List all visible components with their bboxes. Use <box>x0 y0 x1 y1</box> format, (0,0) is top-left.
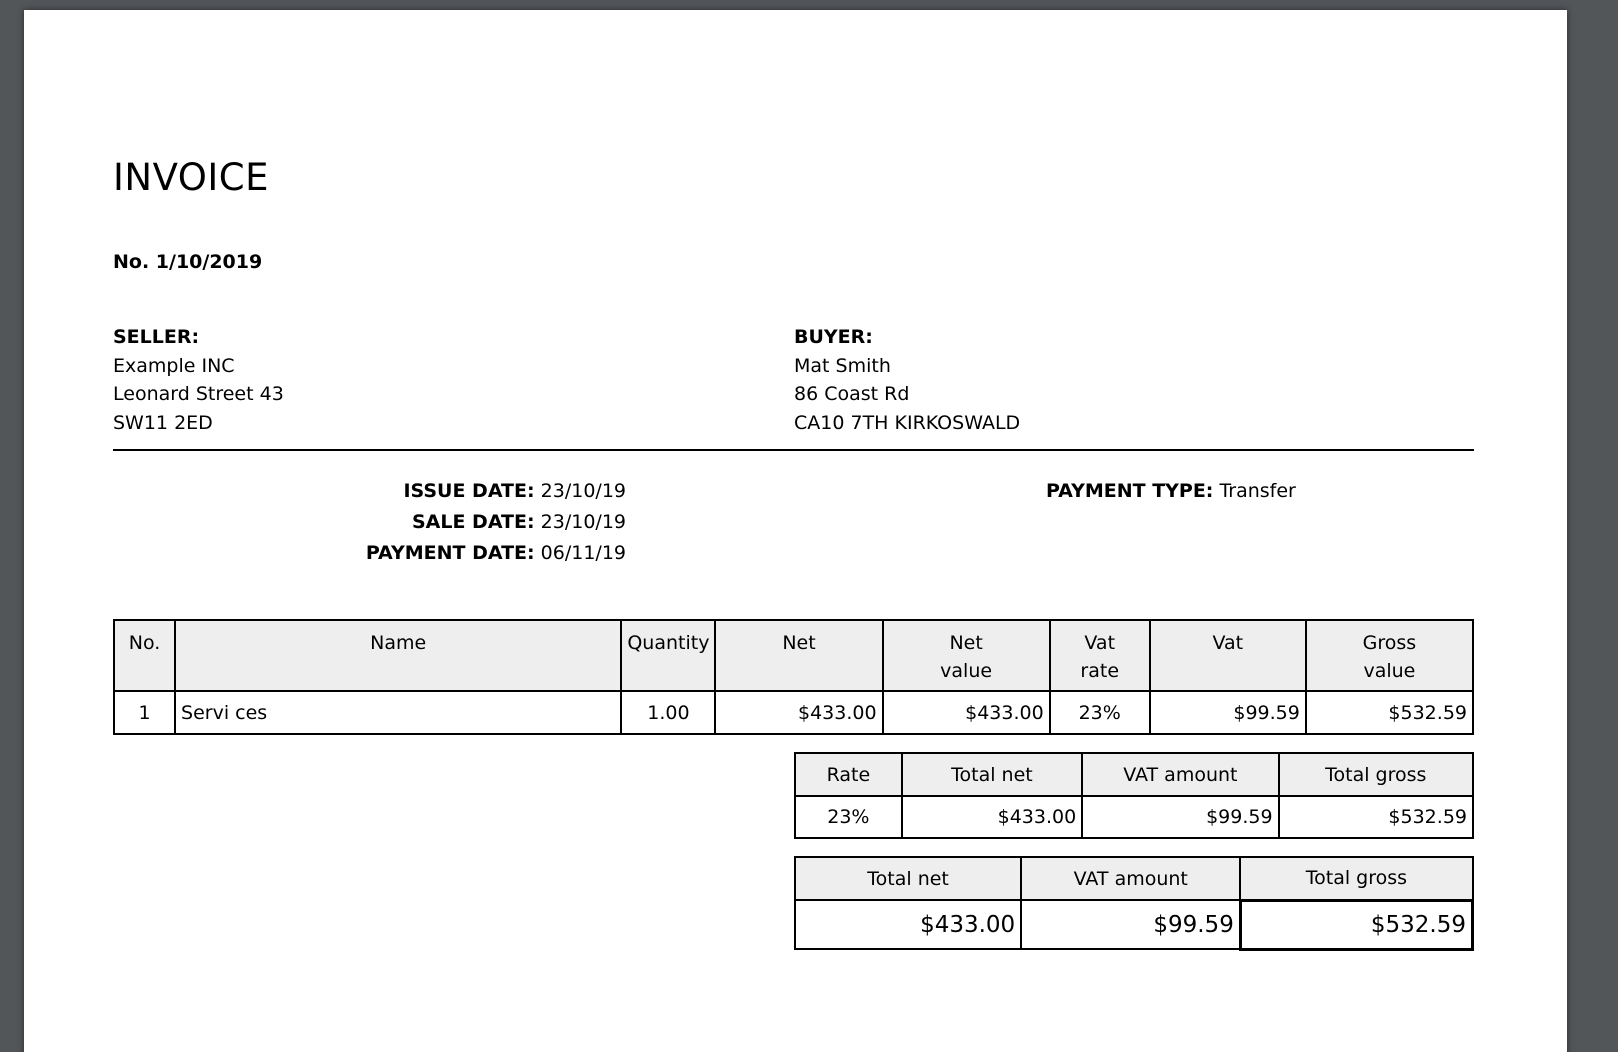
totals-gross-value: $532.59 <box>1240 900 1472 949</box>
payment-date-line <box>224 538 626 569</box>
buyer-heading: BUYER: <box>794 326 873 348</box>
totals-vat-value: $99.59 <box>1021 900 1240 949</box>
payment-type-label: PAYMENT TYPE: <box>1046 480 1214 502</box>
sale-date-line <box>224 507 626 538</box>
vat-header-total-net: Total net <box>902 753 1082 796</box>
totals-table <box>794 856 1474 951</box>
item-no: 1 <box>114 691 175 734</box>
items-table <box>113 619 1474 735</box>
issue-date-value: 23/10/19 <box>540 480 626 502</box>
vat-amount-value: $99.59 <box>1082 796 1278 838</box>
col-header-no: No. <box>114 620 175 691</box>
issue-date-line <box>224 476 626 507</box>
table-row <box>795 900 1473 949</box>
buyer-street: 86 Coast Rd <box>794 383 910 406</box>
seller-name: Example INC <box>113 354 235 377</box>
vat-header-rate: Rate <box>795 753 902 796</box>
table-row <box>114 691 1473 734</box>
invoice-number: No. 1/10/2019 <box>113 251 263 273</box>
totals-header-row <box>795 857 1473 900</box>
seller-postcode: SW11 2ED <box>113 411 213 434</box>
col-header-net-value: Net value <box>883 620 1050 691</box>
totals-header-vat-amount: VAT amount <box>1021 857 1240 900</box>
seller-block <box>113 323 284 437</box>
payment-type-value: Transfer <box>1219 480 1296 502</box>
item-net: $433.00 <box>715 691 882 734</box>
dates-block <box>224 476 626 569</box>
payment-date-value: 06/11/19 <box>540 542 626 564</box>
buyer-postcode: CA10 7TH KIRKOSWALD <box>794 411 1021 434</box>
item-quantity: 1.00 <box>621 691 715 734</box>
totals-net-value: $433.00 <box>795 900 1021 949</box>
col-header-vat-rate: Vat rate <box>1050 620 1150 691</box>
vat-total-net-value: $433.00 <box>902 796 1082 838</box>
table-row <box>795 796 1473 838</box>
vat-summary-header-row <box>795 753 1473 796</box>
item-vat-rate: 23% <box>1050 691 1150 734</box>
divider-line <box>113 449 1474 451</box>
vat-rate-value: 23% <box>795 796 902 838</box>
totals-header-total-gross: Total gross <box>1240 857 1472 900</box>
seller-street: Leonard Street 43 <box>113 383 284 406</box>
col-header-gross-value: Gross value <box>1306 620 1473 691</box>
sale-date-value: 23/10/19 <box>540 511 626 533</box>
buyer-block <box>794 323 1020 437</box>
buyer-name: Mat Smith <box>794 354 891 377</box>
items-header-row <box>114 620 1473 691</box>
item-name: Servi ces <box>175 691 621 734</box>
col-header-name: Name <box>175 620 621 691</box>
invoice-title: INVOICE <box>113 156 269 199</box>
vat-total-gross-value: $532.59 <box>1279 796 1473 838</box>
issue-date-label: ISSUE DATE: <box>403 480 535 502</box>
item-vat: $99.59 <box>1150 691 1306 734</box>
vat-header-total-gross: Total gross <box>1279 753 1473 796</box>
col-header-quantity: Quantity <box>621 620 715 691</box>
payment-type-line <box>1046 476 1296 507</box>
item-gross-value: $532.59 <box>1306 691 1473 734</box>
seller-heading: SELLER: <box>113 326 200 348</box>
vat-summary-table <box>794 752 1474 839</box>
col-header-net: Net <box>715 620 882 691</box>
totals-header-total-net: Total net <box>795 857 1021 900</box>
col-header-vat: Vat <box>1150 620 1306 691</box>
payment-date-label: PAYMENT DATE: <box>365 542 535 564</box>
item-net-value: $433.00 <box>883 691 1050 734</box>
invoice-page <box>24 10 1567 1052</box>
vat-header-vat-amount: VAT amount <box>1082 753 1278 796</box>
sale-date-label: SALE DATE: <box>411 511 535 533</box>
